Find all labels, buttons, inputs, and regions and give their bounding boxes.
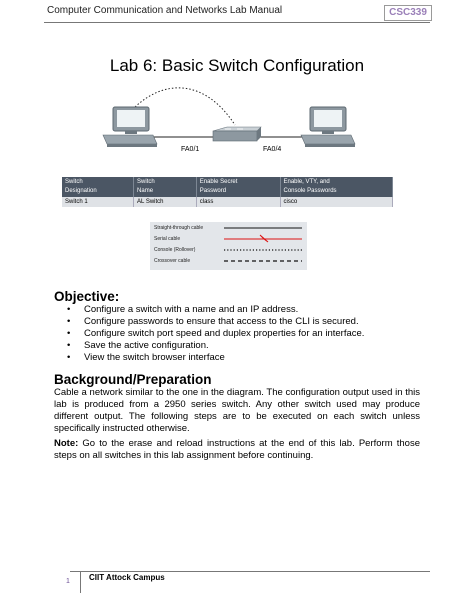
legend-label: Straight-through cable bbox=[154, 225, 204, 231]
objective-list bbox=[54, 304, 364, 364]
list-item: • View the switch browser interface bbox=[54, 352, 364, 364]
list-item: • Configure a switch with a name and an IP address. bbox=[54, 304, 364, 316]
footer-vertical-divider bbox=[80, 571, 81, 593]
note-text: Go to the erase and reload instructions at the end of this lab. Perform those steps on all switches in this lab assignment before continuing. bbox=[54, 438, 420, 461]
switch-config-table bbox=[62, 177, 393, 207]
page-title: Lab 6: Basic Switch Configuration bbox=[109, 56, 365, 75]
legend-label: Crossover cable bbox=[154, 258, 191, 264]
table-header-cell: Enable Secret Password bbox=[196, 177, 280, 197]
table-cell: AL Switch bbox=[134, 197, 197, 207]
header-divider bbox=[44, 22, 430, 23]
objective-heading: Objective: bbox=[54, 289, 120, 304]
serial-line bbox=[224, 235, 302, 242]
pc-right-icon bbox=[301, 107, 355, 147]
background-paragraph: Cable a network similar to the one in the diagram. The configuration output used in this lab is produced from a 2950 series switch. Any other switch used may produce different output. The following steps are to be executed on each switch unless specifically instructed otherwise. bbox=[54, 387, 420, 434]
footer-divider bbox=[70, 571, 430, 572]
list-item: • Configure switch port speed and duplex properties for an interface. bbox=[54, 328, 364, 340]
legend-label: Serial cable bbox=[154, 236, 181, 242]
note-label: Note: bbox=[54, 438, 79, 449]
network-diagram bbox=[95, 85, 365, 159]
list-item: • Save the active configuration. bbox=[54, 340, 364, 352]
footer-text: CIIT Attock Campus bbox=[89, 573, 165, 582]
legend-label: Console (Rollover) bbox=[154, 247, 196, 253]
cable-legend bbox=[150, 222, 307, 270]
table-cell: cisco bbox=[280, 197, 393, 207]
page-number: 1 bbox=[66, 578, 70, 585]
course-code-badge: CSC339 bbox=[384, 5, 432, 21]
table-header-cell: Switch Designation bbox=[62, 177, 134, 197]
pc-left-icon bbox=[103, 107, 157, 147]
table-cell: class bbox=[196, 197, 280, 207]
table-header-cell: Switch Name bbox=[134, 177, 197, 197]
legend-lines bbox=[224, 222, 304, 270]
console-cable bbox=[135, 88, 235, 125]
header-title: Computer Communication and Networks Lab Manual bbox=[47, 5, 283, 16]
table-row bbox=[62, 197, 393, 207]
table-header-cell: Enable, VTY, and Console Passwords bbox=[280, 177, 393, 197]
table-cell: Switch 1 bbox=[62, 197, 134, 207]
note-paragraph bbox=[54, 438, 420, 462]
list-item: • Configure passwords to ensure that access to the CLI is secured. bbox=[54, 316, 364, 328]
switch-icon bbox=[213, 127, 261, 141]
port-label-right: FA0/4 bbox=[263, 146, 282, 153]
background-heading: Background/Preparation bbox=[54, 372, 212, 387]
port-label-left: FA0/1 bbox=[181, 146, 200, 153]
